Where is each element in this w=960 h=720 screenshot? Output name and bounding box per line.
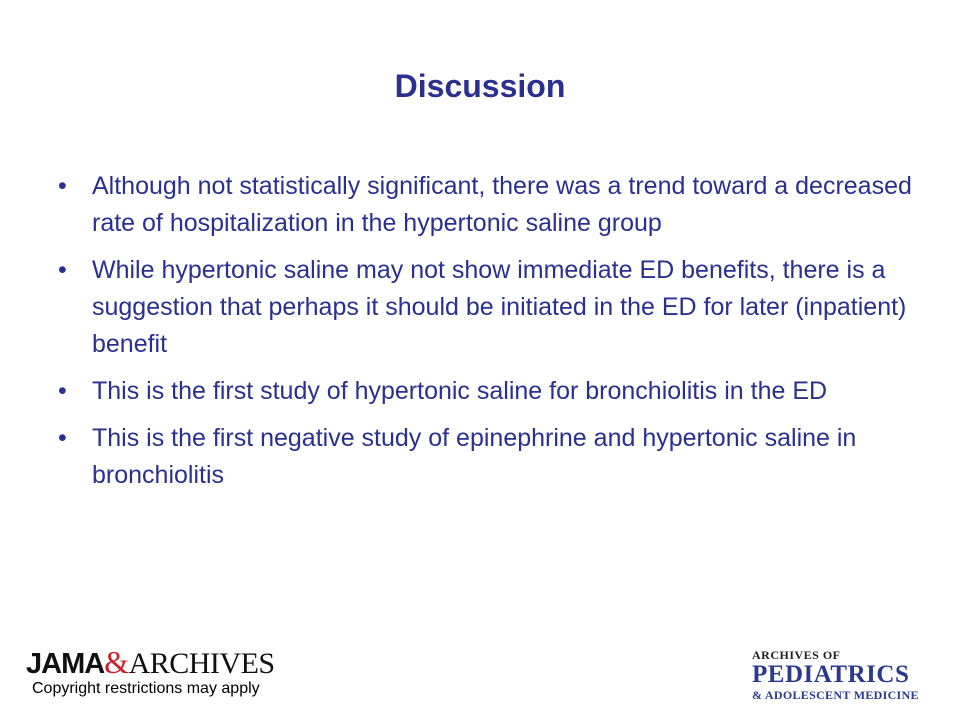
bullet-marker: • (58, 424, 67, 452)
bullet-text: This is the first negative study of epinephrine and hypertonic saline in bronchiolitis (92, 424, 857, 489)
copyright-notice: Copyright restrictions may apply (32, 680, 260, 697)
journal-logo-line1: ARCHIVES OF (752, 648, 841, 662)
journal-logo (752, 648, 948, 702)
bullet-text: Although not statistically significant, there was a trend toward a decreased rate of hospitalization in the hypertonic saline group (92, 172, 912, 237)
bullet-item (58, 168, 918, 242)
logo-ampersand: & (104, 644, 129, 680)
jama-archives-logo (26, 644, 275, 682)
bullet-text: While hypertonic saline may not show immediate ED benefits, there is a suggestion that perhaps it should be initiated in the ED for later (inpatient) benefit (92, 256, 907, 358)
logo-archives-word: ARCHIVES (128, 647, 275, 680)
slide-title: Discussion (394, 68, 566, 104)
journal-logo-line2: PEDIATRICS (752, 661, 910, 688)
bullet-item (58, 252, 918, 363)
bullet-text: This is the first study of hypertonic saline for bronchiolitis in the ED (92, 377, 828, 405)
bullet-item (58, 373, 918, 410)
bullet-marker: • (58, 377, 67, 405)
bullet-marker: • (58, 256, 67, 284)
logo-jama-word: JAMA (26, 648, 105, 680)
journal-logo-line3: & ADOLESCENT MEDICINE (752, 688, 919, 702)
bullet-list (58, 168, 918, 504)
bullet-marker: • (58, 172, 67, 200)
footer-left (26, 644, 275, 698)
bullet-item (58, 420, 918, 494)
